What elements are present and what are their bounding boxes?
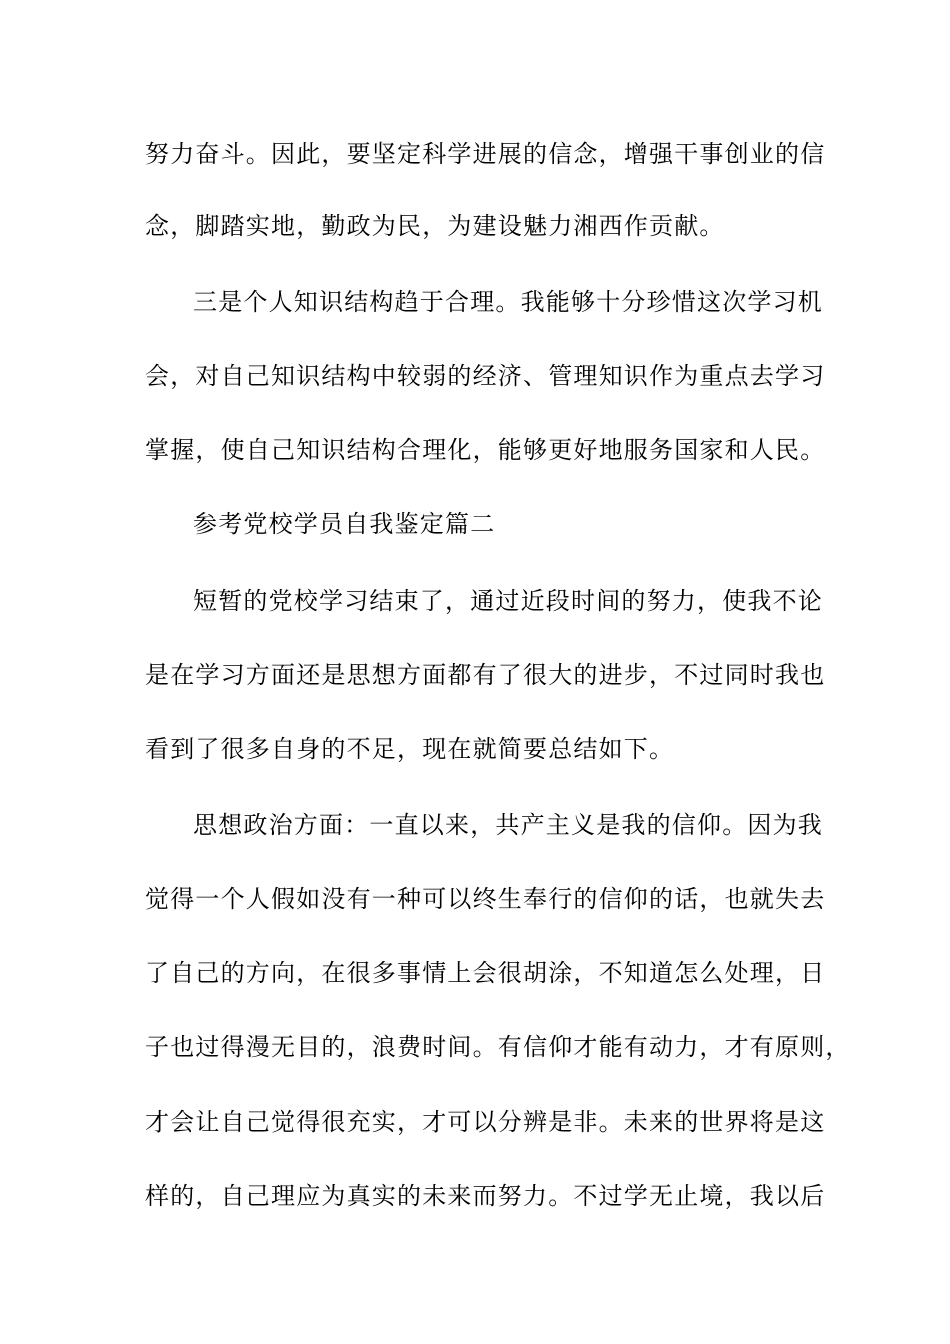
paragraph-start-line: 思想政治方面：一直以来，共产主义是我的信仰。因为我: [193, 811, 823, 839]
text-line: 子也过得漫无目的，浪费时间。有信仰才能有动力，才有原则，: [145, 1033, 851, 1061]
text-line: 会，对自己知识结构中较弱的经济、管理知识作为重点去学习: [145, 362, 826, 390]
text-line: 了自己的方向，在很多事情上会很胡涂，不知道怎么处理，日: [145, 959, 826, 987]
text-line: 念，脚踏实地，勤政为民，为建设魅力湘西作贡献。: [145, 212, 725, 240]
text-line: 样的，自己理应为真实的未来而努力。不过学无止境，我以后: [145, 1182, 826, 1210]
text-line: 觉得一个人假如没有一种可以终生奉行的信仰的话，也就失去: [145, 885, 826, 913]
text-line: 努力奋斗。因此，要坚定科学进展的信念，增强干事创业的信: [145, 140, 826, 168]
text-line: 掌握，使自己知识结构合理化，能够更好地服务国家和人民。: [145, 436, 826, 464]
paragraph-start-line: 三是个人知识结构趋于合理。我能够十分珍惜这次学习机: [193, 288, 823, 316]
section-heading: 参考党校学员自我鉴定篇二: [193, 510, 496, 538]
text-line: 是在学习方面还是思想方面都有了很大的进步，不过同时我也: [145, 661, 826, 689]
text-line: 看到了很多自身的不足，现在就简要总结如下。: [145, 735, 675, 763]
text-line: 才会让自己觉得很充实，才可以分辨是非。未来的世界将是这: [145, 1108, 826, 1136]
paragraph-start-line: 短暂的党校学习结束了，通过近段时间的努力，使我不论: [193, 587, 823, 615]
